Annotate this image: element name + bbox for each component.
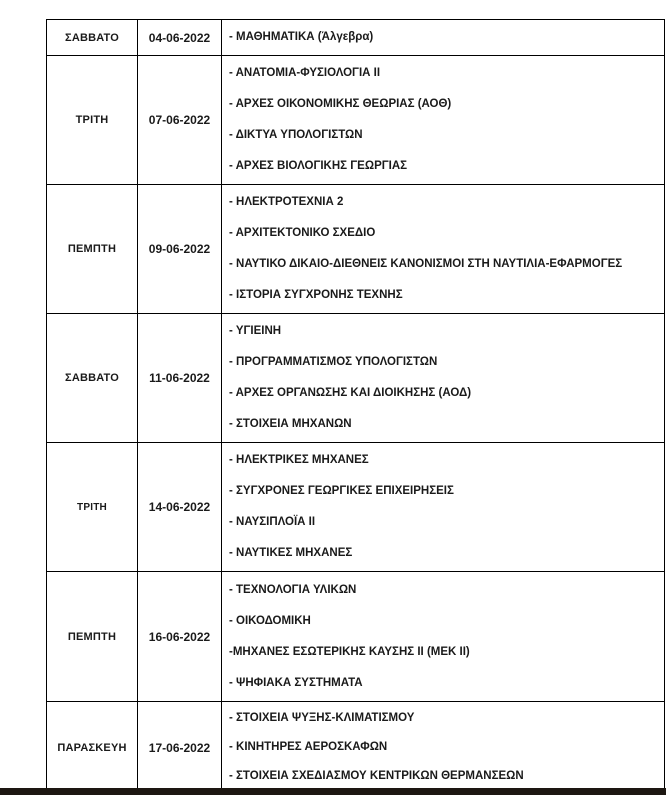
date-cell: 11-06-2022 bbox=[138, 314, 222, 443]
subject-item: - ΔΙΚΤΥΑ ΥΠΟΛΟΓΙΣΤΩΝ bbox=[229, 129, 363, 141]
date-cell: 09-06-2022 bbox=[138, 185, 222, 314]
subject-item: - ΣΤΟΙΧΕΙΑ ΣΧΕΔΙΑΣΜΟΥ ΚΕΝΤΡΙΚΩΝ ΘΕΡΜΑΝΣΕΩΝ bbox=[229, 770, 524, 782]
subject-item: - ΑΝΑΤΟΜΙΑ-ΦΥΣΙΟΛΟΓΙΑ II bbox=[229, 67, 381, 79]
subject-item: - ΝΑΥΣΙΠΛΟΪΑ II bbox=[229, 516, 316, 528]
date-cell: 07-06-2022 bbox=[138, 56, 222, 185]
subjects-cell bbox=[222, 185, 665, 314]
subject-item: - ΣΤΟΙΧΕΙΑ ΜΗΧΑΝΩΝ bbox=[229, 418, 352, 430]
table-row bbox=[47, 443, 665, 572]
subject-item: - ΨΗΦΙΑΚΑ ΣΥΣΤΗΜΑΤΑ bbox=[229, 676, 363, 689]
date-cell: 04-06-2022 bbox=[138, 20, 222, 56]
table-row bbox=[47, 314, 665, 443]
day-cell: ΠΑΡΑΣΚΕΥΗ bbox=[47, 702, 138, 794]
subjects-cell bbox=[222, 572, 665, 702]
table-row bbox=[47, 702, 665, 794]
subject-item: - ΑΡΧΙΤΕΚΤΟΝΙΚΟ ΣΧΕΔΙΟ bbox=[229, 227, 376, 239]
subject-item: -ΜΗΧΑΝΕΣ ΕΣΩΤΕΡΙΚΗΣ ΚΑΥΣΗΣ II (ΜΕΚ II) bbox=[229, 645, 470, 658]
date-cell: 14-06-2022 bbox=[138, 443, 222, 572]
page-bottom-bar bbox=[0, 788, 666, 795]
subject-item: - ΜΑΘΗΜΑΤΙΚΑ (Άλγεβρα) bbox=[229, 31, 374, 43]
subject-item: - ΝΑΥΤΙΚΕΣ ΜΗΧΑΝΕΣ bbox=[229, 547, 353, 559]
subject-item: - ΗΛΕΚΤΡΟΤΕΧΝΙΑ 2 bbox=[229, 196, 344, 208]
subjects-cell bbox=[222, 314, 665, 443]
date-cell: 16-06-2022 bbox=[138, 572, 222, 702]
subject-item: - ΚΙΝΗΤΗΡΕΣ ΑΕΡΟΣΚΑΦΩΝ bbox=[229, 741, 388, 753]
day-cell: ΠΕΜΠΤΗ bbox=[47, 572, 138, 702]
subject-item: - ΑΡΧΕΣ ΟΙΚΟΝΟΜΙΚΗΣ ΘΕΩΡΙΑΣ (ΑΟΘ) bbox=[229, 98, 452, 110]
subjects-cell bbox=[222, 702, 665, 794]
table-row bbox=[47, 20, 665, 56]
exam-schedule-table bbox=[46, 19, 665, 794]
subjects-cell bbox=[222, 443, 665, 572]
subject-item: - ΙΣΤΟΡΙΑ ΣΥΓΧΡΟΝΗΣ ΤΕΧΝΗΣ bbox=[229, 289, 403, 301]
subject-item: - ΟΙΚΟΔΟΜΙΚΗ bbox=[229, 614, 311, 627]
day-cell: ΠΕΜΠΤΗ bbox=[47, 185, 138, 314]
day-cell: ΣΑΒΒΑΤΟ bbox=[47, 20, 138, 56]
date-cell: 17-06-2022 bbox=[138, 702, 222, 794]
subject-item: - ΑΡΧΕΣ ΟΡΓΑΝΩΣΗΣ ΚΑΙ ΔΙΟΙΚΗΣΗΣ (ΑΟΔ) bbox=[229, 387, 472, 399]
table-row bbox=[47, 56, 665, 185]
subject-item: - ΣΥΓΧΡΟΝΕΣ ΓΕΩΡΓΙΚΕΣ ΕΠΙΧΕΙΡΗΣΕΙΣ bbox=[229, 485, 454, 497]
table-row bbox=[47, 185, 665, 314]
day-cell: ΣΑΒΒΑΤΟ bbox=[47, 314, 138, 443]
subjects-cell bbox=[222, 20, 665, 56]
subject-item: - ΑΡΧΕΣ ΒΙΟΛΟΓΙΚΗΣ ΓΕΩΡΓΙΑΣ bbox=[229, 160, 408, 172]
day-cell: ΤΡΙΤΗ bbox=[47, 443, 138, 572]
table-row bbox=[47, 572, 665, 702]
subject-item: - ΤΕΧΝΟΛΟΓΙΑ ΥΛΙΚΩΝ bbox=[229, 583, 357, 596]
subjects-cell bbox=[222, 56, 665, 185]
day-cell: ΤΡΙΤΗ bbox=[47, 56, 138, 185]
subject-item: - ΣΤΟΙΧΕΙΑ ΨΥΞΗΣ-ΚΛΙΜΑΤΙΣΜΟΥ bbox=[229, 712, 415, 724]
subject-item: - ΝΑΥΤΙΚΟ ΔΙΚΑΙΟ-ΔΙΕΘΝΕΙΣ ΚΑΝΟΝΙΣΜΟΙ ΣΤΗ ΝΑΥΤΙΛΙΑ-ΕΦΑΡΜΟΓΕΣ bbox=[229, 258, 623, 270]
subject-item: - ΠΡΟΓΡΑΜΜΑΤΙΣΜΟΣ ΥΠΟΛΟΓΙΣΤΩΝ bbox=[229, 356, 438, 368]
subject-item: - ΥΓΙΕΙΝΗ bbox=[229, 325, 282, 337]
subject-item: - ΗΛΕΚΤΡΙΚΕΣ ΜΗΧΑΝΕΣ bbox=[229, 454, 369, 466]
